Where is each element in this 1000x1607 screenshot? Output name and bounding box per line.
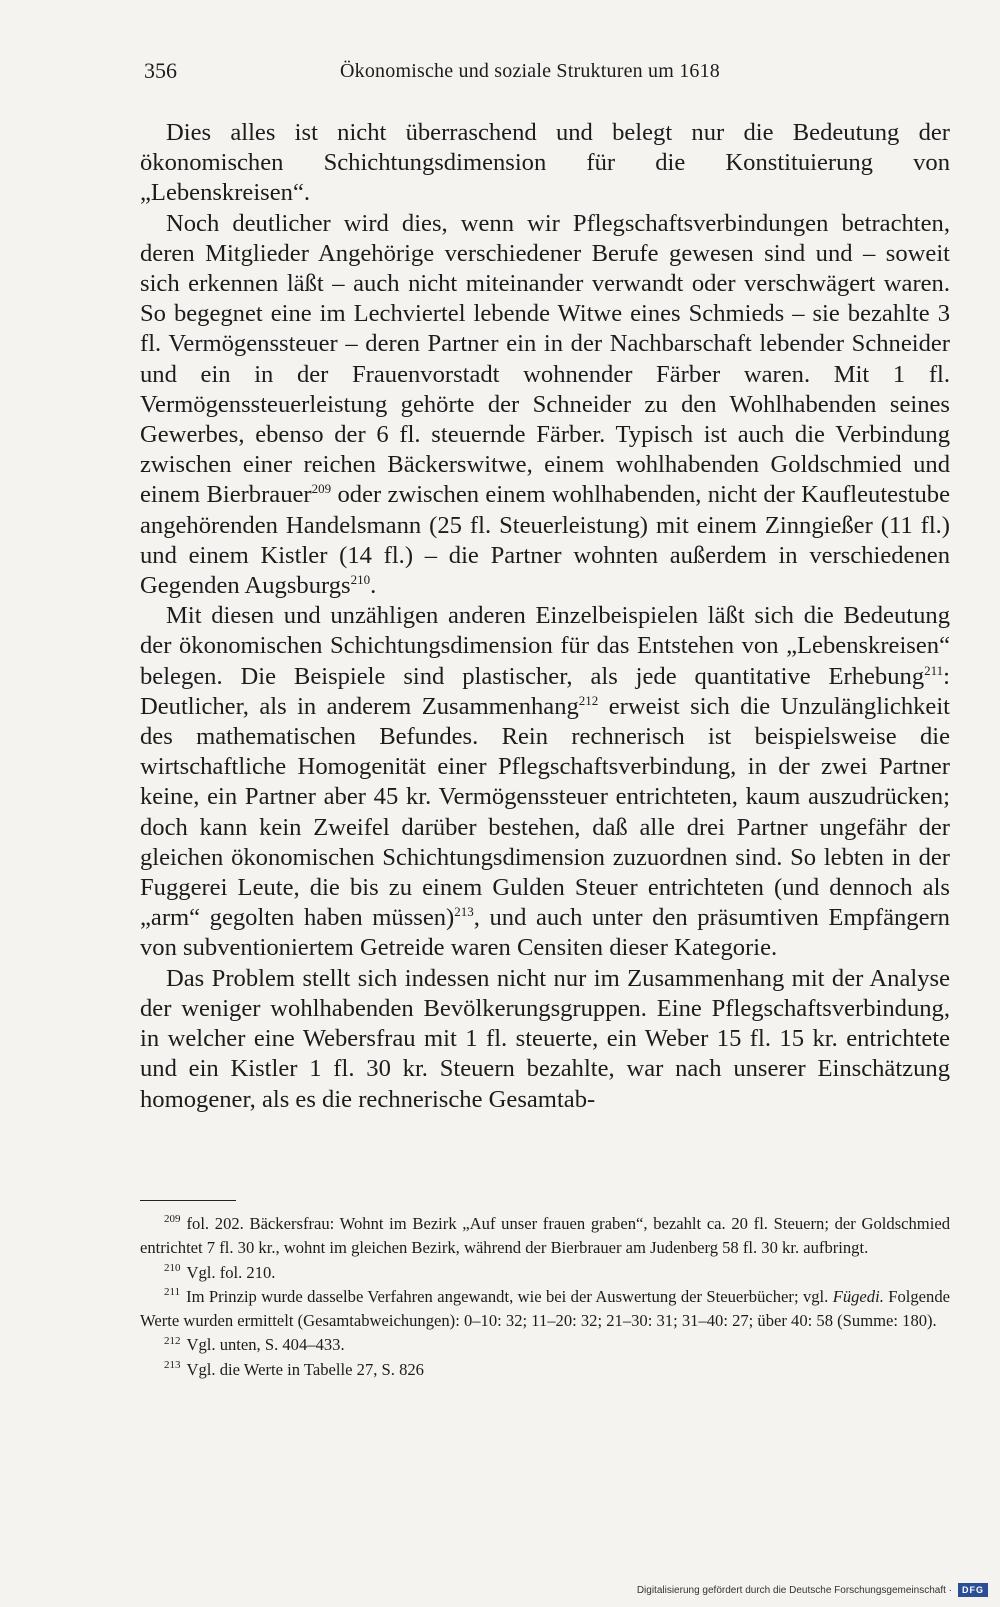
paragraph-text: erweist sich die Unzulänglichkeit des mathematischen Befundes. Rein rechnerisch ist beispielsweise die wirtschaftliche Homogenität einer Pflegschaftsverbindung, in der zwei Partner keine, ein Partner aber 45 kr. Vermögenssteuer entrichteten, kaum auszudrücken; doch kann kein Zweifel darüber bestehen, daß alle drei Partner ungefähr der gleichen ökonomischen Schichtungsdimension zuzuordnen sind. So lebten in der Fuggerei Leute, die bis zu einem Gulden Steuer entrichteten (und dennoch als „arm“ gegolten haben müssen) [140, 692, 950, 932]
paragraph-text: Das Problem stellt sich indessen nicht nur im Zusammenhang mit der Analyse der weniger wohlhabenden Bevölkerungsgruppen. Eine Pflegschaftsverbindung, in welcher eine Webersfrau mit 1 fl. steuerte, ein Weber 15 fl. 15 kr. entrichtete und ein Kistler 1 fl. 30 kr. Steuern bezahlte, war nach unserer Einschätzung homogener, als es die rechnerische Gesamtab- [140, 964, 950, 1113]
footnote-ref[interactable]: 209 [311, 481, 332, 497]
footnote [140, 1333, 950, 1357]
footnote [140, 1261, 950, 1285]
paragraph-text: : Deutlicher, als in anderem Zusammenhang [140, 662, 950, 720]
footnote-number: 209 [164, 1213, 181, 1226]
footnote [140, 1358, 950, 1382]
page-header [144, 58, 944, 92]
credit-text: Digitalisierung gefördert durch die Deutsche Forschungsgemeinschaft · [636, 1584, 952, 1596]
paragraph [140, 964, 950, 1115]
footnote-text: Im Prinzip wurde dasselbe Verfahren angewandt, wie bei der Auswertung der Steuerbücher; vgl. [186, 1286, 833, 1306]
paragraph-text: , und auch unter den präsumtiven Empfängern von subventioniertem Getreide waren Censiten dieser Kategorie. [140, 904, 950, 962]
digitization-credit [637, 1581, 988, 1599]
footnote-divider [140, 1200, 236, 1201]
footnote-ref[interactable]: 212 [578, 692, 599, 708]
body-text [140, 118, 950, 1115]
footnote-italic-author: Fügedi. [832, 1286, 884, 1306]
dfg-logo-icon: DFG [958, 1583, 988, 1597]
paragraph [140, 601, 950, 963]
footnote [140, 1285, 950, 1334]
footnote-text: Folgende Werte wurden ermittelt (Gesamtabweichungen): 0–10: 32; 11–20: 32; 21–30: 31; 31–40: 27; über 40: 58 (Summe: 180). [140, 1286, 951, 1331]
footnote-ref[interactable]: 210 [350, 571, 371, 587]
paragraph-text: Noch deutlicher wird dies, wenn wir Pflegschaftsverbindungen betrachten, deren Mitglieder Angehörige verschiedener Berufe gewesen sind und – soweit sich erkennen läßt – auch nicht miteinander verwandt oder verschwägert waren. So begegnet eine im Lechviertel lebende Witwe eines Schmieds – sie bezahlte 3 fl. Vermögenssteuer – deren Partner ein in der Nachbarschaft lebender Schneider und ein in der Frauenvorstadt wohnender Färber waren. Mit 1 fl. Vermögenssteuerleistung gehörte der Schneider zu den Wohlhabenden seines Gewerbes, ebenso der 6 fl. steuernde Färber. Typisch ist auch die Verbindung zwischen einer reichen Bäckerswitwe, einem wohlhabenden Goldschmied und einem Bierbrauer [140, 209, 950, 509]
footnote-ref[interactable]: 211 [924, 662, 944, 678]
footnote-number: 212 [164, 1334, 181, 1347]
footnote-text: Vgl. die Werte in Tabelle 27, S. 826 [186, 1359, 424, 1379]
paragraph-text: Mit diesen und unzähligen anderen Einzelbeispielen läßt sich die Bedeutung der ökonomischen Schichtungsdimension für das Entstehen von „Lebenskreisen“ belegen. Die Beispiele sind plastischer, als jede quantitative Erhebung [140, 602, 950, 690]
footnote [140, 1212, 950, 1261]
footnote-number: 211 [164, 1286, 181, 1299]
footnote-ref[interactable]: 213 [454, 904, 474, 920]
footnote-text: Vgl. fol. 210. [186, 1262, 276, 1282]
paragraph [140, 209, 950, 602]
paragraph-text: Dies alles ist nicht überraschend und belegt nur die Bedeutung der ökonomischen Schichtungsdimension für die Konstituierung von „Lebenskreisen“. [140, 119, 950, 207]
page-number: 356 [144, 58, 177, 83]
paragraph-text: . [370, 572, 377, 600]
footnotes [140, 1212, 950, 1382]
footnote-number: 213 [164, 1359, 181, 1372]
paragraph-text: oder zwischen einem wohlhabenden, nicht der Kaufleutestube angehörenden Handelsmann (25 fl. Steuerleistung) mit einem Zinngießer (11 fl.) und einem Kistler (14 fl.) – die Partner wohnten außerdem in verschiedenen Gegenden Augsburgs [140, 481, 950, 600]
footnote-text: fol. 202. Bäckersfrau: Wohnt im Bezirk „Auf unser frauen graben“, bezahlt ca. 20 fl. Steuern; der Goldschmied entrichtet 7 fl. 30 kr., wohnt im gleichen Bezirk, während der Bierbrauer am Judenberg 58 fl. 30 kr. aufbringt. [140, 1214, 950, 1258]
footnote-text: Vgl. unten, S. 404–433. [186, 1335, 345, 1355]
footnote-number: 210 [164, 1262, 181, 1275]
paragraph [140, 118, 950, 209]
running-head: Ökonomische und soziale Strukturen um 1618 [340, 60, 721, 82]
